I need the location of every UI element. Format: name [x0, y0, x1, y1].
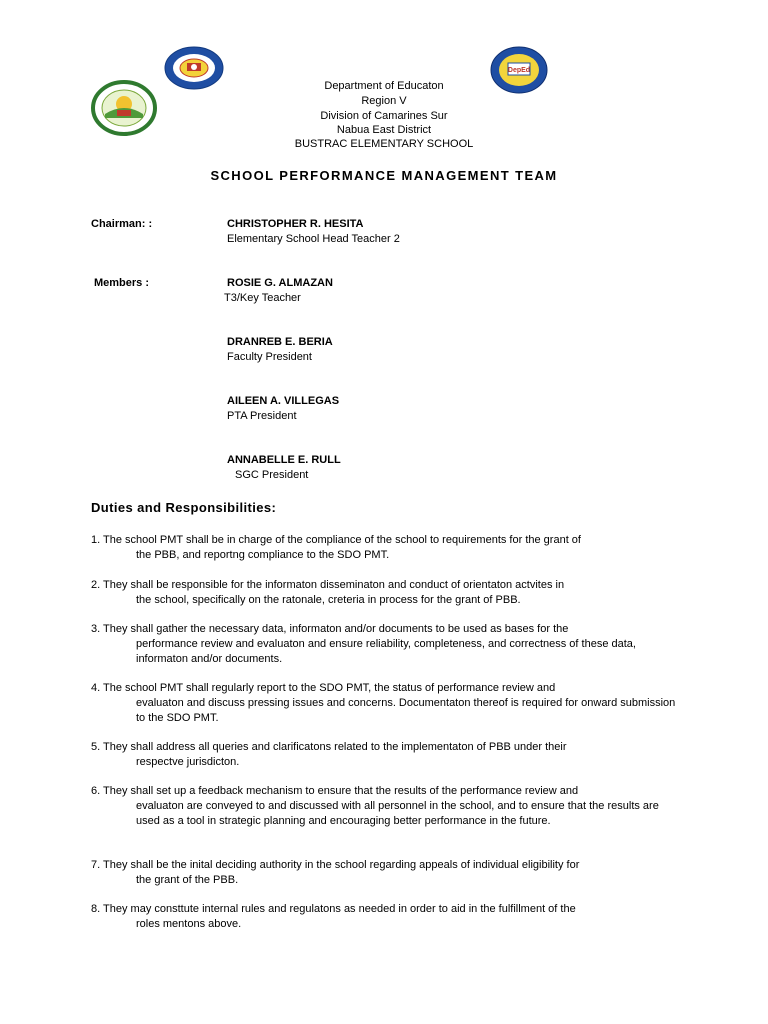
duty-first-line: 2. They shall be responsible for the informaton disseminaton and conduct of orientaton actvites in	[91, 579, 565, 591]
header-school: BUSTRAC ELEMENTARY SCHOOL	[294, 138, 474, 150]
members-label: Members :	[94, 277, 150, 289]
header-region: Region V	[361, 95, 407, 107]
duty-item	[91, 533, 681, 563]
member-name: DRANREB E. BERIA	[227, 336, 333, 348]
chairman-role: Elementary School Head Teacher 2	[227, 233, 400, 245]
member-name: ROSIE G. ALMAZAN	[227, 277, 333, 289]
duty-continuation: evaluaton and discuss pressing issues and concerns. Documentaton thereof is required for onward submission to the SDO PMT.	[136, 697, 676, 724]
duty-item	[91, 578, 681, 608]
duties-heading: Duties and Responsibilities:	[91, 500, 277, 515]
member-role: SGC President	[235, 469, 309, 481]
duty-continuation: the school, specifically on the ratonale, creteria in process for the grant of PBB.	[136, 594, 521, 606]
member-name: ANNABELLE E. RULL	[227, 454, 341, 466]
header-department: Department of Educaton	[324, 80, 444, 92]
page-title: SCHOOL PERFORMANCE MANAGEMENT TEAM	[210, 168, 558, 183]
duty-item	[91, 740, 681, 770]
duty-first-line: 3. They shall gather the necessary data, informaton and/or documents to be used as bases for the	[91, 623, 569, 635]
member-role: PTA President	[227, 410, 297, 422]
duty-continuation: the PBB, and reportng compliance to the SDO PMT.	[136, 549, 390, 561]
duty-continuation: roles mentons above.	[136, 918, 242, 930]
chairman-name: CHRISTOPHER R. HESITA	[227, 218, 364, 230]
member-role: T3/Key Teacher	[224, 292, 301, 304]
duty-continuation: respectve jurisdicton.	[136, 756, 240, 768]
duty-item	[91, 622, 681, 667]
bustrac-school-seal	[91, 80, 157, 136]
duty-first-line: 1. The school PMT shall be in charge of the compliance of the school to requirements for the grant of	[91, 534, 581, 546]
header-district: Nabua East District	[336, 124, 432, 136]
duty-first-line: 8. They may consttute internal rules and regulatons as needed in order to aid in the fulfillment of the	[91, 903, 576, 915]
duty-item	[91, 681, 681, 726]
header-division: Division of Camarines Sur	[320, 110, 448, 122]
duty-item	[91, 858, 681, 888]
duty-first-line: 6. They shall set up a feedback mechanism to ensure that the results of the performance review and	[91, 785, 579, 797]
duty-first-line: 7. They shall be the inital deciding authority in the school regarding appeals of individual eligibility for	[91, 859, 580, 871]
duty-item	[91, 902, 681, 932]
member-name: AILEEN A. VILLEGAS	[227, 395, 340, 407]
duty-continuation: evaluaton are conveyed to and discussed with all personnel in the school, and to ensure that the results are used as a tool in strategic planning and encouraging better performance in the future.	[136, 800, 659, 827]
duty-continuation: performance review and evaluaton and ensure reliability, completeness, and correctness of these data, informaton and/or documents.	[136, 638, 636, 665]
duty-first-line: 5. They shall address all queries and clarificatons related to the implementaton of PBB under their	[91, 741, 567, 753]
member-role: Faculty President	[227, 351, 312, 363]
duty-item	[91, 784, 681, 829]
duty-continuation: the grant of the PBB.	[136, 874, 239, 886]
deped-seal-text: DepEd	[507, 67, 531, 74]
duty-first-line: 4. The school PMT shall regularly report to the SDO PMT, the status of performance review and	[91, 682, 556, 694]
chairman-label: Chairman: :	[91, 218, 153, 230]
